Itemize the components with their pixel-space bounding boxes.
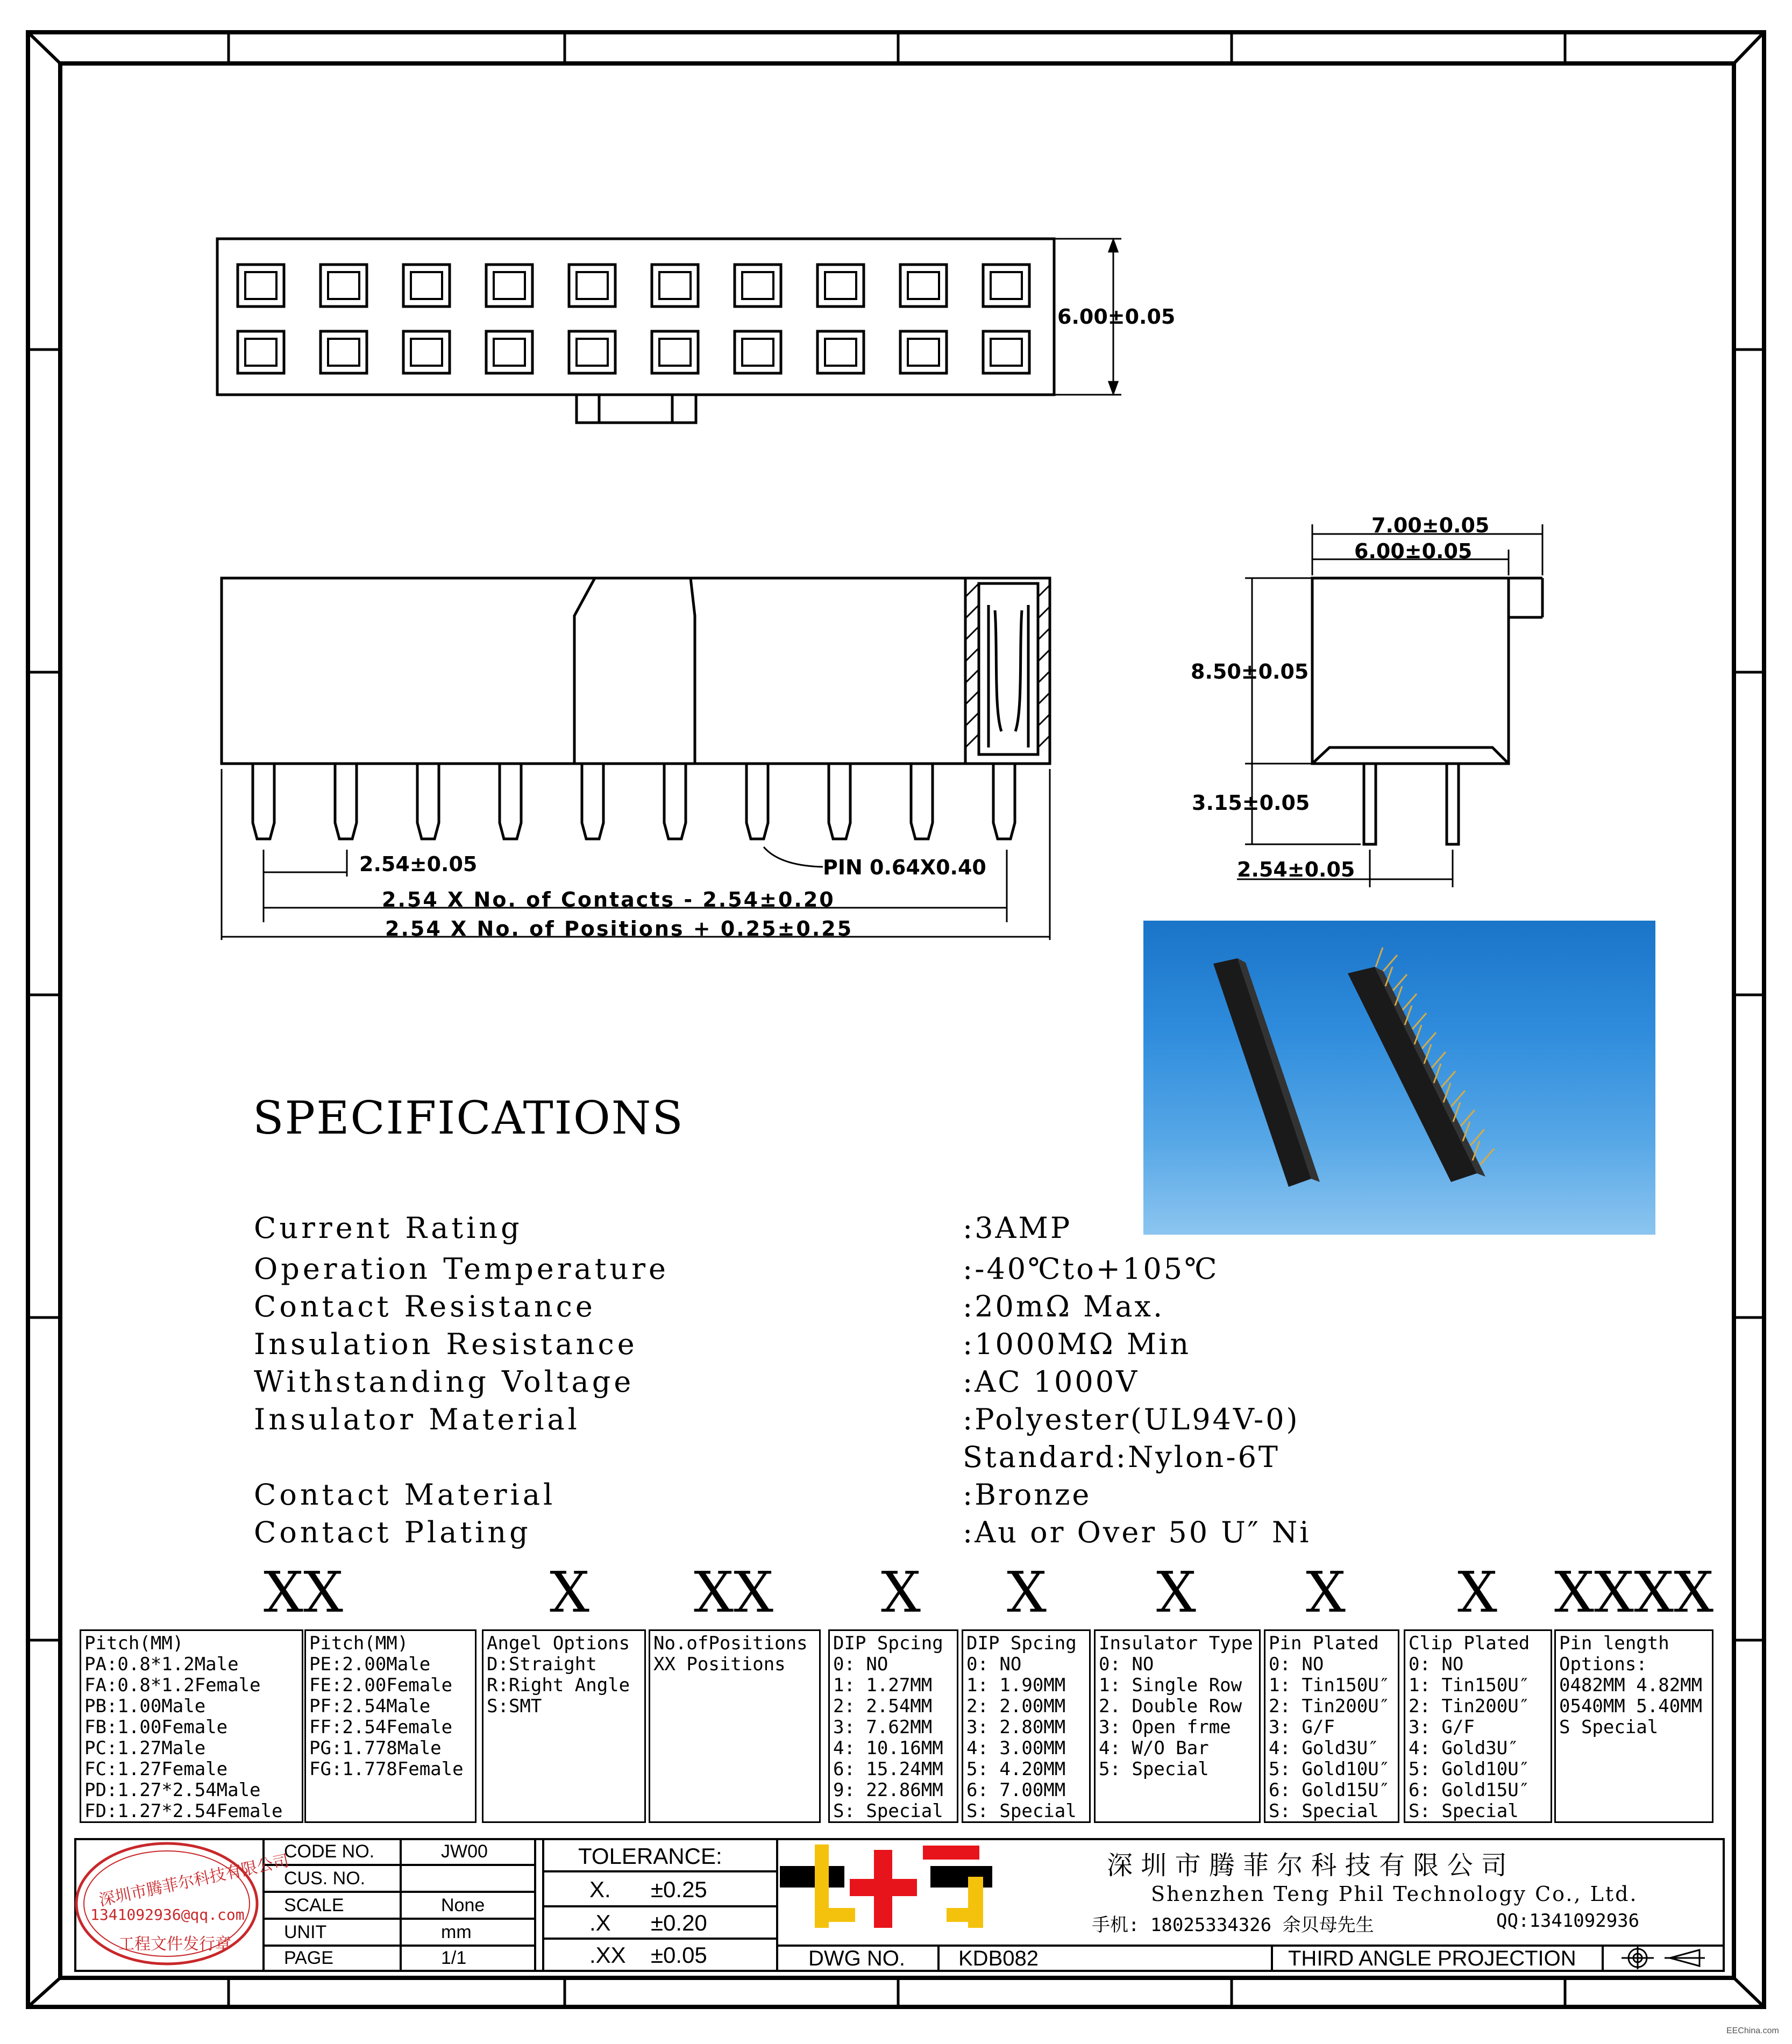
option-line: 4: 10.16MM [833,1737,943,1759]
company-name-en: Shenzhen Teng Phil Technology Co., Ltd. [1151,1882,1638,1906]
contact-cell-inner [577,339,608,366]
contact-cell-inner [742,272,773,299]
contact-cell-inner [494,272,525,299]
option-line: R:Right Angle [487,1675,630,1696]
code-letter: X [550,1559,590,1625]
option-line: PF:2.54Male [309,1696,431,1717]
option-line: 3: G/F [1409,1717,1475,1738]
top-height-label: 6.00±0.05 [1057,305,1176,329]
info-value: JW00 [441,1841,488,1862]
stamp-line3: 工程文件发行章 [118,1935,231,1954]
option-line: 6: 15.24MM [833,1758,943,1780]
pin [253,764,274,839]
code-letter: X [881,1559,921,1625]
spec-label: Insulator Material [254,1402,580,1436]
option-line: 6: Gold15U″ [1269,1779,1390,1801]
info-label: CODE NO. [284,1841,375,1862]
tolerance-value: ±0.25 [651,1877,707,1902]
option-line: FE:2.00Female [309,1675,453,1696]
option-line: 0: NO [1099,1654,1154,1675]
option-line: S Special [1559,1717,1659,1738]
option-line: 0540MM 5.40MM [1559,1696,1703,1717]
pin [829,764,850,839]
option-line: XX Positions [653,1654,786,1675]
option-line: 4: 3.00MM [966,1737,1066,1759]
option-title: Angel Options [487,1633,630,1654]
spec-value: :AC 1000V [963,1365,1140,1399]
option-line: FB:1.00Female [84,1717,228,1738]
pin [582,764,603,839]
spec-value: :3AMP [963,1211,1072,1245]
option-line: PB:1.00Male [84,1696,206,1717]
option-title: Pin Plated [1269,1633,1379,1654]
side-view [1312,578,1542,844]
option-title: Pitch(MM) [309,1633,409,1654]
option-title: Pin length [1559,1633,1669,1654]
contact-cell-inner [825,272,856,299]
option-line: 6: Gold15U″ [1409,1779,1530,1801]
option-line: 3: G/F [1269,1717,1335,1738]
option-line: S: Special [1269,1800,1379,1822]
spec-value: :Bronze [963,1478,1092,1512]
option-line: PG:1.778Male [309,1737,442,1759]
option-line: 2: Tin200U″ [1409,1696,1530,1717]
pin [335,764,357,839]
option-box [828,1629,958,1823]
option-title: DIP Spcing [966,1633,1077,1654]
option-line: S: Special [833,1800,943,1822]
option-box [1404,1629,1552,1823]
side-height: 8.50±0.05 [1191,660,1309,683]
option-title: No.ofPositions [653,1633,808,1654]
code-letter: XX [264,1559,344,1625]
option-box [80,1629,303,1823]
option-line: 2. Double Row [1099,1696,1242,1717]
company-name-cn: 深 圳 市 腾 菲 尔 科 技 有 限 公 司 [1107,1850,1507,1881]
option-line: FG:1.778Female [309,1758,464,1780]
option-box [1554,1629,1713,1823]
contact-cell-inner [742,339,773,366]
spec-value: :1000MΩ Min [963,1327,1191,1361]
spec-value: :-40℃to+105℃ [963,1252,1219,1286]
pin [911,764,933,839]
spec-label: Contact Resistance [254,1290,596,1323]
option-line: 5: Gold10U″ [1269,1758,1390,1780]
option-line: 1: 1.90MM [966,1675,1066,1696]
option-box [304,1629,477,1823]
spec-label: Withstanding Voltage [254,1365,635,1399]
code-letter: X [1457,1559,1498,1625]
connector-illustration [1143,921,1655,1235]
side-width-outer: 7.00±0.05 [1371,514,1490,537]
stamp-line1: 深圳市腾菲尔科技有限公司 [97,1851,291,1910]
company-contact: 手机: 18025334326 余贝母先生 [1092,1914,1374,1936]
code-letter: X [1306,1559,1346,1625]
contact-cell-inner [411,272,442,299]
front-view-pins [253,764,1015,839]
option-line: 5: Gold10U″ [1409,1758,1530,1780]
spec-label: Current Rating [254,1211,523,1245]
contact-cell-inner [991,272,1022,299]
spec-label: Contact Plating [254,1515,531,1549]
code-letter: XXXX [1554,1559,1714,1625]
pin [500,764,521,839]
option-line: FD:1.27*2.54Female [84,1800,283,1822]
projection-label: THIRD ANGLE PROJECTION [1288,1947,1576,1970]
top-view-cells [238,265,1029,373]
contact-cell-inner [659,272,691,299]
option-line: PC:1.27Male [84,1737,206,1759]
option-box [962,1629,1091,1823]
side-pin: 3.15±0.05 [1192,791,1310,815]
code-letter: X [1156,1559,1197,1625]
contact-cell-inner [494,339,525,366]
option-line: S:SMT [487,1696,542,1717]
option-line: 5: 4.20MM [966,1758,1066,1780]
spec-value: :Polyester(UL94V-0) [963,1402,1300,1436]
option-box [1094,1629,1261,1823]
tolerance-value: ±0.05 [651,1942,707,1968]
pin [664,764,686,839]
option-line: FA:0.8*1.2Female [84,1675,261,1696]
contact-cell-inner [411,339,442,366]
option-line: 2: 2.54MM [833,1696,933,1717]
option-line: FF:2.54Female [309,1717,453,1738]
option-title: DIP Spcing [833,1633,943,1654]
tolerance-key: .XX [589,1942,626,1968]
pin [993,764,1015,839]
option-line: 2: Tin200U″ [1269,1696,1390,1717]
option-line: 6: 7.00MM [966,1779,1066,1801]
option-line: 1: 1.27MM [833,1675,933,1696]
option-line: PA:0.8*1.2Male [84,1654,239,1675]
dwg-no-value: KDB082 [958,1947,1039,1970]
side-width-inner: 6.00±0.05 [1354,539,1473,563]
option-line: S: Special [966,1800,1077,1822]
pin-size-label: PIN 0.64X0.40 [823,856,986,879]
option-title: Insulator Type [1099,1633,1253,1654]
contact-cell-inner [328,339,359,366]
spec-label: Operation Temperature [254,1252,669,1286]
option-line: FC:1.27Female [84,1758,228,1780]
option-line: S: Special [1409,1800,1519,1822]
contact-cell-inner [577,272,608,299]
spec-label: Insulation Resistance [254,1327,638,1361]
tolerance-key: .X [589,1910,611,1935]
option-line: 3: 2.80MM [966,1717,1066,1738]
option-line: D:Straight [487,1654,597,1675]
pin [746,764,768,839]
contact-cell-inner [825,339,856,366]
front-pitch-label: 2.54±0.05 [359,852,478,876]
info-value: 1/1 [441,1948,467,1968]
option-line: 0: NO [966,1654,1022,1675]
contact-cell-inner [245,272,276,299]
info-label: PAGE [284,1948,333,1968]
option-line: 2: 2.00MM [966,1696,1066,1717]
option-box [649,1629,821,1823]
front-view [222,578,1050,764]
option-line: 0: NO [1409,1654,1464,1675]
contact-cell-inner [328,272,359,299]
contact-cell-inner [991,339,1022,366]
code-letter: XX [694,1559,774,1625]
dwg-no-label: DWG NO. [808,1947,905,1970]
option-title: Clip Plated [1409,1633,1530,1654]
contact-cell-inner [659,339,691,366]
contact-cell-inner [908,339,939,366]
formula-contacts: 2.54 X No. of Contacts - 2.54±0.20 [382,888,835,911]
option-line: 4: Gold3U″ [1269,1737,1379,1759]
info-label: UNIT [284,1922,327,1942]
info-value: None [441,1895,485,1915]
tolerance-key: X. [589,1877,611,1902]
contact-cell-inner [245,339,276,366]
option-line: PD:1.27*2.54Male [84,1779,261,1801]
side-pitch: 2.54±0.05 [1237,858,1355,881]
specifications-title: SPECIFICATIONS [253,1092,684,1144]
stamp-line2: 1341092936@qq.com [90,1906,245,1924]
product-photo [1143,921,1655,1235]
front-dimensions [222,769,1050,940]
option-line: 0: NO [833,1654,888,1675]
option-line: 5: Special [1099,1758,1209,1780]
option-line: 0: NO [1269,1654,1324,1675]
info-value: mm [441,1922,472,1942]
spec-value: :20mΩ Max. [963,1290,1165,1323]
option-line: 3: 7.62MM [833,1717,933,1738]
option-box [1264,1629,1399,1823]
option-line: 3: Open frme [1099,1717,1231,1738]
tolerance-title: TOLERANCE: [578,1843,722,1869]
info-label: SCALE [284,1895,344,1915]
contact-cell-inner [908,272,939,299]
spec-value: :Au or Over 50 U″ Ni [963,1515,1311,1549]
option-line: PE:2.00Male [309,1654,431,1675]
option-title: Pitch(MM) [84,1633,184,1654]
option-line: 1: Tin150U″ [1269,1675,1390,1696]
option-line: 4: Gold3U″ [1409,1737,1519,1759]
info-label: CUS. NO. [284,1868,366,1889]
option-line: 1: Single Row [1099,1675,1242,1696]
option-line: 0482MM 4.82MM [1559,1675,1703,1696]
code-letter: X [1007,1559,1047,1625]
option-line: 9: 22.86MM [833,1779,943,1801]
tolerance-value: ±0.20 [651,1910,707,1935]
option-box [482,1629,646,1823]
watermark: EEChina.com [1726,2026,1779,2035]
spec-label: Contact Material [254,1478,556,1512]
formula-positions: 2.54 X No. of Positions + 0.25±0.25 [385,917,854,941]
spec-value: Standard:Nylon-6T [963,1440,1280,1474]
pin [417,764,439,839]
option-line: Options: [1559,1654,1647,1675]
option-line: 1: Tin150U″ [1409,1675,1530,1696]
option-line: 4: W/O Bar [1099,1737,1209,1759]
company-qq: QQ:1341092936 [1496,1910,1640,1932]
